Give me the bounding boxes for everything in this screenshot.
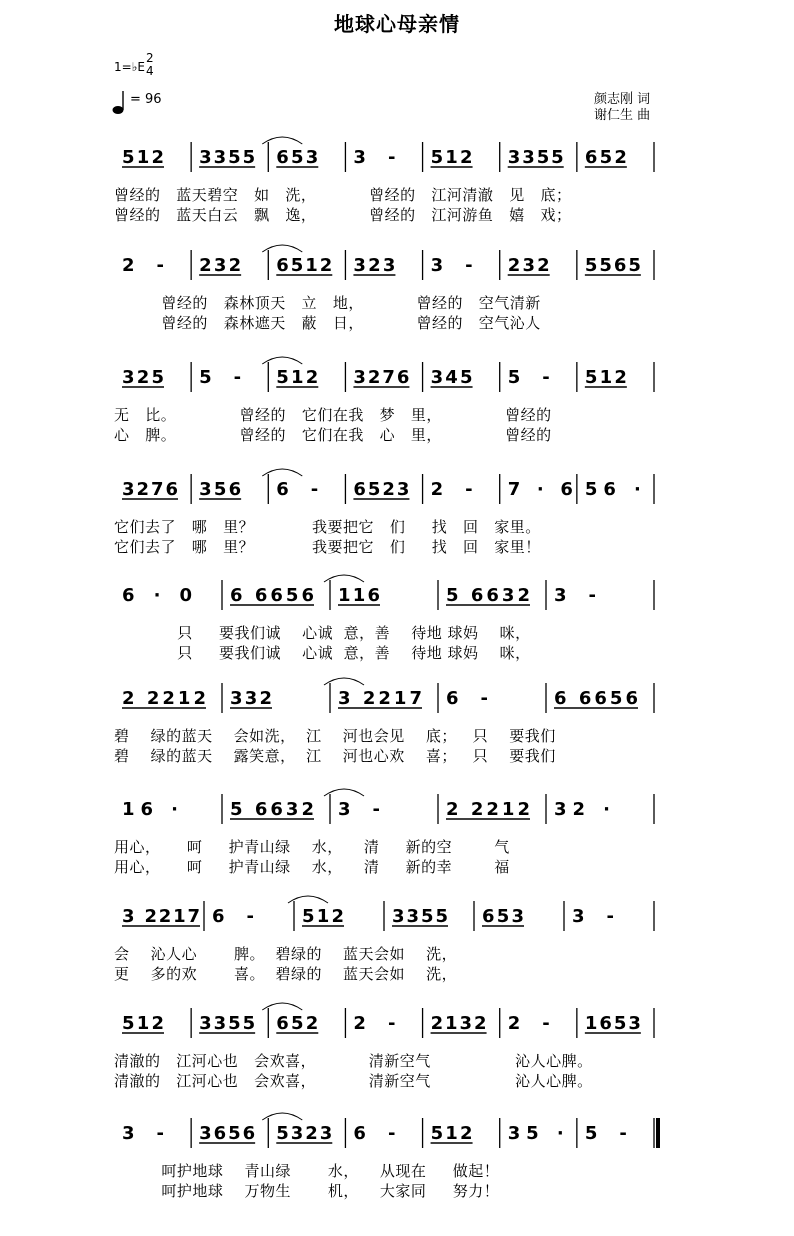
measure-notes: 3355 <box>199 147 256 168</box>
measure-notes: 16 · <box>122 799 178 820</box>
measure-notes: 325 <box>122 367 164 388</box>
lyric-line-2: 碧 绿的蓝天 露笑意， 江 河也心欢 喜； 只 要我们 <box>114 747 556 765</box>
measure-notes: 35 · <box>507 1123 564 1144</box>
measure-notes: 6 6656 <box>554 688 638 709</box>
composer-credit: 谢仁生 曲 <box>594 108 651 123</box>
measure-notes: 512 <box>122 147 164 168</box>
measure-notes: 512 <box>122 1013 164 1034</box>
lyric-line-2: 呵护地球 万物生 机， 大家同 努力！ <box>114 1182 500 1200</box>
lyric-line-2: 曾经的 蓝天白云 飘 逸， 曾经的 江河游鱼 嬉 戏； <box>114 206 572 224</box>
final-barline <box>656 1118 660 1148</box>
measure-notes: 652 <box>276 1013 319 1034</box>
measure-notes: 3 - <box>122 1123 164 1144</box>
measure-notes: 6512 <box>276 255 333 276</box>
measure-notes: 512 <box>430 147 473 168</box>
measure-notes: 3355 <box>507 147 564 168</box>
measure-notes: 512 <box>584 367 627 388</box>
measure-notes: 5 - <box>199 367 242 388</box>
measure-notes: 3 - <box>572 906 614 927</box>
lyric-line-1: 碧 绿的蓝天 会如洗， 江 河也会见 底； 只 要我们 <box>114 727 556 745</box>
measure-notes: 5323 <box>276 1123 333 1144</box>
measure-notes: 345 <box>430 367 473 388</box>
measure-notes: 3 2217 <box>338 688 422 709</box>
lyric-line-1: 曾经的 森林顶天 立 地， 曾经的 空气清新 <box>114 294 541 312</box>
measure-notes: 356 <box>199 479 242 500</box>
measure-notes: 7 · 6 <box>507 479 573 500</box>
measure-notes: 6 6656 <box>230 585 314 606</box>
lyric-line-1: 曾经的 蓝天碧空 如 洗， 曾经的 江河清澈 见 底； <box>114 186 572 204</box>
lyric-line-2: 它们去了 哪 里？ 我要把它 们 找 回 家里！ <box>114 538 541 556</box>
lyric-line-1: 呵护地球 青山绿 水， 从现在 做起！ <box>114 1162 500 1180</box>
measure-notes: 5565 <box>584 255 641 276</box>
measure-notes: 6 - <box>446 688 488 709</box>
measure-notes: 3 - <box>338 799 380 820</box>
measure-notes: 652 <box>584 147 627 168</box>
lyric-line-1: 会 沁人心 脾。 碧绿的 蓝天会如 洗， <box>114 945 458 963</box>
measure-notes: 1653 <box>584 1013 641 1034</box>
time-top: 2 <box>146 51 154 65</box>
key-signature: 1=♭E <box>114 60 145 74</box>
lyric-line-2: 清澈的 江河心也 会欢喜， 清新空气 沁人心脾。 <box>114 1072 593 1090</box>
measure-notes: 512 <box>302 906 344 927</box>
measure-notes: 5 6632 <box>230 799 314 820</box>
lyric-line-2: 只 要我们诚 心诚 意，善 待地 球妈 咪， <box>114 644 531 662</box>
lyricist-credit: 颜志刚 词 <box>594 92 651 107</box>
measure-notes: 3276 <box>122 479 178 500</box>
lyric-line-2: 用心， 呵 护青山绿 水， 清 新的幸 福 <box>114 858 510 876</box>
measure-notes: 3 2217 <box>122 906 200 927</box>
measure-notes: 2 - <box>430 479 473 500</box>
lyric-line-1: 只 要我们诚 心诚 意，善 待地 球妈 咪， <box>114 624 531 642</box>
measure-notes: 6 · 0 <box>122 585 192 606</box>
measure-notes: 232 <box>199 255 242 276</box>
measure-notes: 512 <box>430 1123 473 1144</box>
measure-notes: 32 · <box>554 799 610 820</box>
measure-notes: 3656 <box>199 1123 256 1144</box>
measure-notes: 5 6632 <box>446 585 530 606</box>
lyric-line-1: 清澈的 江河心也 会欢喜， 清新空气 沁人心脾。 <box>114 1052 593 1070</box>
measure-notes: 3 - <box>554 585 596 606</box>
measure-notes: 2 2212 <box>122 688 206 709</box>
lyric-line-1: 它们去了 哪 里？ 我要把它 们 找 回 家里。 <box>114 518 541 536</box>
measure-notes: 5 - <box>507 367 550 388</box>
measure-notes: 5 - <box>584 1123 627 1144</box>
measure-notes: 2132 <box>430 1013 487 1034</box>
measure-notes: 3355 <box>199 1013 256 1034</box>
measure-notes: 6 - <box>276 479 319 500</box>
measure-notes: 323 <box>353 255 396 276</box>
measure-notes: 512 <box>276 367 319 388</box>
measure-notes: 653 <box>482 906 524 927</box>
tempo-marking: = 96 <box>130 92 162 107</box>
lyric-line-1: 用心， 呵 护青山绿 水， 清 新的空 气 <box>114 838 510 856</box>
measure-notes: 3276 <box>353 367 410 388</box>
lyric-line-2: 心 脾。 曾经的 它们在我 心 里， 曾经的 <box>114 426 552 444</box>
measure-notes: 653 <box>276 147 319 168</box>
measure-notes: 6 - <box>212 906 254 927</box>
lyric-line-1: 无 比。 曾经的 它们在我 梦 里， 曾经的 <box>114 406 552 424</box>
measure-notes: 56 · <box>584 479 641 500</box>
lyric-line-2: 曾经的 森林遮天 蔽 日， 曾经的 空气沁人 <box>114 314 541 332</box>
time-bottom: 4 <box>146 64 154 78</box>
measure-notes: 116 <box>338 585 380 606</box>
measure-notes: 2 - <box>122 255 164 276</box>
lyric-line-2: 更 多的欢 喜。 碧绿的 蓝天会如 洗， <box>114 965 458 983</box>
measure-notes: 3 - <box>430 255 473 276</box>
measure-notes: 2 - <box>353 1013 396 1034</box>
measure-notes: 6 - <box>353 1123 396 1144</box>
measure-notes: 232 <box>507 255 550 276</box>
measure-notes: 2 - <box>507 1013 550 1034</box>
measure-notes: 2 2212 <box>446 799 530 820</box>
measure-notes: 6523 <box>353 479 410 500</box>
measure-notes: 332 <box>230 688 272 709</box>
measure-notes: 3355 <box>392 906 448 927</box>
song-title: 地球心母亲情 <box>334 12 460 36</box>
measure-notes: 3 - <box>353 147 396 168</box>
